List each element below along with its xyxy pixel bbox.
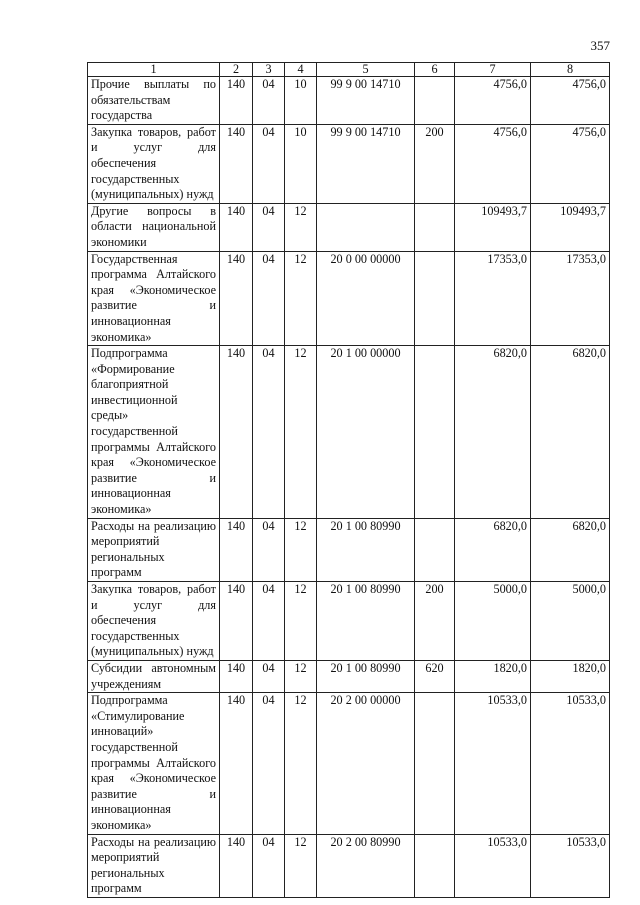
table-row — [88, 518, 610, 581]
row-name-cell: Закупка товаров, работ и услуг для обеспечения государственных (муниципальных) нужд — [88, 124, 220, 203]
row-col6-cell — [415, 251, 455, 346]
table-row — [88, 124, 610, 203]
row-name-cell: Субсидии автономным учреждениям — [88, 660, 220, 692]
row-col7-cell: 17353,0 — [455, 251, 531, 346]
row-col2-cell: 140 — [220, 660, 253, 692]
row-col8-cell: 4756,0 — [531, 77, 610, 125]
page-number: 357 — [590, 38, 610, 53]
table-row — [88, 660, 610, 692]
row-col6-cell — [415, 834, 455, 897]
row-col4-cell: 12 — [285, 693, 317, 834]
row-name-cell: Подпрограмма «Стимулирование инноваций» государственной программы Алтайского края «Экономическое развитие и инновационная экономика» — [88, 693, 220, 834]
header-cell-7: 7 — [455, 63, 531, 77]
row-col8-cell: 109493,7 — [531, 203, 610, 251]
row-col8-cell: 10533,0 — [531, 834, 610, 897]
row-name-cell: Расходы на реализацию мероприятий региональных программ — [88, 834, 220, 897]
row-col2-cell: 140 — [220, 518, 253, 581]
header-cell-2: 2 — [220, 63, 253, 77]
row-name-cell: Подпрограмма «Формирование благоприятной инвестиционной среды» государственной программы Алтайского края «Экономическое развитие и инновационная экономика» — [88, 346, 220, 519]
row-col3-cell: 04 — [253, 834, 285, 897]
row-col6-cell — [415, 77, 455, 125]
row-col5-cell — [317, 203, 415, 251]
row-col7-cell: 6820,0 — [455, 518, 531, 581]
row-col8-cell: 4756,0 — [531, 124, 610, 203]
row-name-cell: Другие вопросы в области национальной экономики — [88, 203, 220, 251]
row-col8-cell: 10533,0 — [531, 693, 610, 834]
row-col2-cell: 140 — [220, 251, 253, 346]
table-row — [88, 582, 610, 661]
table-row — [88, 251, 610, 346]
row-col5-cell: 99 9 00 14710 — [317, 124, 415, 203]
row-col5-cell: 99 9 00 14710 — [317, 77, 415, 125]
row-col5-cell: 20 1 00 80990 — [317, 660, 415, 692]
row-col3-cell: 04 — [253, 251, 285, 346]
header-cell-6: 6 — [415, 63, 455, 77]
row-col8-cell: 6820,0 — [531, 346, 610, 519]
table-row — [88, 203, 610, 251]
row-col7-cell: 4756,0 — [455, 77, 531, 125]
row-col4-cell: 12 — [285, 518, 317, 581]
row-col6-cell: 200 — [415, 582, 455, 661]
row-col2-cell: 140 — [220, 203, 253, 251]
row-col5-cell: 20 2 00 00000 — [317, 693, 415, 834]
row-col3-cell: 04 — [253, 203, 285, 251]
row-col7-cell: 1820,0 — [455, 660, 531, 692]
row-col8-cell: 6820,0 — [531, 518, 610, 581]
budget-table — [87, 62, 610, 898]
row-col4-cell: 12 — [285, 582, 317, 661]
row-col3-cell: 04 — [253, 77, 285, 125]
row-col4-cell: 10 — [285, 77, 317, 125]
table-row — [88, 77, 610, 125]
table-row — [88, 346, 610, 519]
row-col5-cell: 20 0 00 00000 — [317, 251, 415, 346]
row-col4-cell: 12 — [285, 346, 317, 519]
table-body — [88, 77, 610, 898]
row-col2-cell: 140 — [220, 124, 253, 203]
header-cell-3: 3 — [253, 63, 285, 77]
row-col3-cell: 04 — [253, 346, 285, 519]
row-col6-cell — [415, 203, 455, 251]
row-col4-cell: 12 — [285, 203, 317, 251]
row-col8-cell: 1820,0 — [531, 660, 610, 692]
row-col3-cell: 04 — [253, 693, 285, 834]
row-col3-cell: 04 — [253, 124, 285, 203]
row-col4-cell: 12 — [285, 251, 317, 346]
header-cell-1: 1 — [88, 63, 220, 77]
header-row — [88, 63, 610, 77]
row-name-cell: Расходы на реализацию мероприятий региональных программ — [88, 518, 220, 581]
row-col7-cell: 10533,0 — [455, 834, 531, 897]
row-col6-cell: 200 — [415, 124, 455, 203]
row-col6-cell — [415, 518, 455, 581]
row-col4-cell: 12 — [285, 660, 317, 692]
row-col3-cell: 04 — [253, 660, 285, 692]
row-col5-cell: 20 1 00 80990 — [317, 518, 415, 581]
row-col4-cell: 12 — [285, 834, 317, 897]
row-col5-cell: 20 1 00 80990 — [317, 582, 415, 661]
row-col2-cell: 140 — [220, 582, 253, 661]
row-col3-cell: 04 — [253, 582, 285, 661]
row-col5-cell: 20 1 00 00000 — [317, 346, 415, 519]
row-name-cell: Государственная программа Алтайского края «Экономическое развитие и инновационная экономика» — [88, 251, 220, 346]
table-row — [88, 834, 610, 897]
row-col7-cell: 109493,7 — [455, 203, 531, 251]
row-col7-cell: 6820,0 — [455, 346, 531, 519]
row-col5-cell: 20 2 00 80990 — [317, 834, 415, 897]
row-col8-cell: 17353,0 — [531, 251, 610, 346]
row-col3-cell: 04 — [253, 518, 285, 581]
row-name-cell: Закупка товаров, работ и услуг для обеспечения государственных (муниципальных) нужд — [88, 582, 220, 661]
row-col7-cell: 4756,0 — [455, 124, 531, 203]
header-cell-8: 8 — [531, 63, 610, 77]
row-col4-cell: 10 — [285, 124, 317, 203]
row-col7-cell: 5000,0 — [455, 582, 531, 661]
header-cell-5: 5 — [317, 63, 415, 77]
row-col2-cell: 140 — [220, 834, 253, 897]
row-col6-cell: 620 — [415, 660, 455, 692]
table-row — [88, 693, 610, 834]
header-cell-4: 4 — [285, 63, 317, 77]
row-col6-cell — [415, 693, 455, 834]
row-col6-cell — [415, 346, 455, 519]
row-col2-cell: 140 — [220, 346, 253, 519]
row-col7-cell: 10533,0 — [455, 693, 531, 834]
row-col2-cell: 140 — [220, 77, 253, 125]
row-col8-cell: 5000,0 — [531, 582, 610, 661]
row-col2-cell: 140 — [220, 693, 253, 834]
row-name-cell: Прочие выплаты по обязательствам государства — [88, 77, 220, 125]
